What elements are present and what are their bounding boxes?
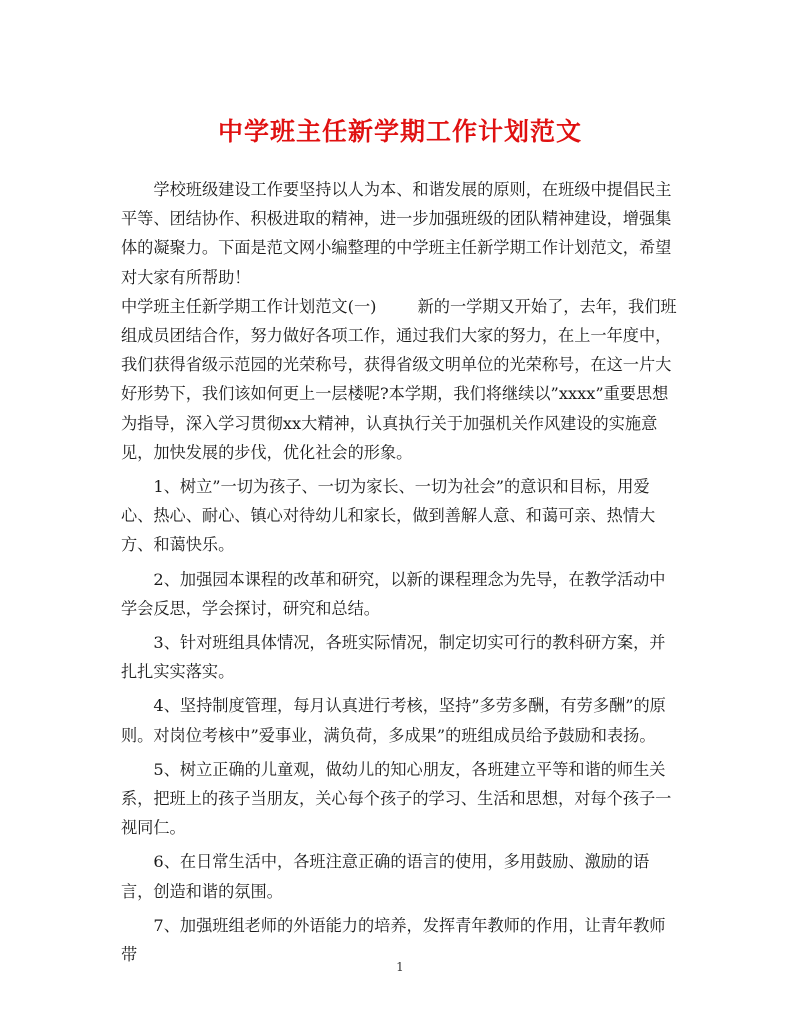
page-number: 1 xyxy=(396,960,404,974)
list-item: 3、针对班组具体情况，各班实际情况，制定切实可行的教科研方案，并扎扎实实落实。 xyxy=(121,633,666,682)
list-item: 2、加强园本课程的改革和研究，以新的课程理念为先导，在教学活动中学会反思，学会探讨，研究和总结。 xyxy=(121,569,666,618)
list-item: 4、坚持制度管理，每月认真进行考核，坚持”多劳多酬，有劳多酬”的原则。对岗位考核中”爱事业，满负荷，多成果”的班组成员给予鼓励和表扬。 xyxy=(121,696,666,745)
section-gap xyxy=(376,297,417,316)
list-item: 6、在日常生活中，各班注意正确的语言的使用，多用鼓励、激励的语言，创造和谐的氛围。 xyxy=(121,852,650,901)
document-body xyxy=(121,175,681,969)
document-title: 中学班主任新学期工作计划范文 xyxy=(217,117,582,146)
section-body: 新的一学期又开始了，去年，我们班组成员团结合作，努力做好各项工作，通过我们大家的努力，在上一年度中，我们获得省级示范园的光荣称号，获得省级文明单位的光荣称号，在这一片大好形势下，我们该如何更上一层楼呢?本学期，我们将继续以”xxxx”重要思想为指导，深入学习贯彻xx大精神，认真执行关于加强机关作风建设的实施意见，加快发展的步伐，优化社会的形象。 xyxy=(121,296,677,462)
list-item: 5、树立正确的儿童观，做幼儿的知心朋友，各班建立平等和谐的师生关系，把班上的孩子当朋友，关心每个孩子的学习、生活和思想，对每个孩子一视同仁。 xyxy=(121,759,672,838)
section-heading: 中学班主任新学期工作计划范文(一) xyxy=(121,296,377,316)
intro-paragraph: 学校班级建设工作要坚持以人为本、和谐发展的原则，在班级中提倡民主平等、团结协作、积极进取的精神，进一步加强班级的团队精神建设，增强集体的凝聚力。下面是范文网小编整理的中学班主任新学期工作计划范文，希望对大家有所帮助！ xyxy=(121,180,672,287)
list-item: 1、树立”一切为孩子、一切为家长、一切为社会”的意识和目标，用爱心、热心、耐心、镇心对待幼儿和家长，做到善解人意、和蔼可亲、热情大方、和蔼快乐。 xyxy=(121,477,656,555)
list-item: 7、加强班组老师的外语能力的培养，发挥青年教师的作用，让青年教师带 xyxy=(121,915,666,965)
section-paragraph xyxy=(121,292,681,467)
